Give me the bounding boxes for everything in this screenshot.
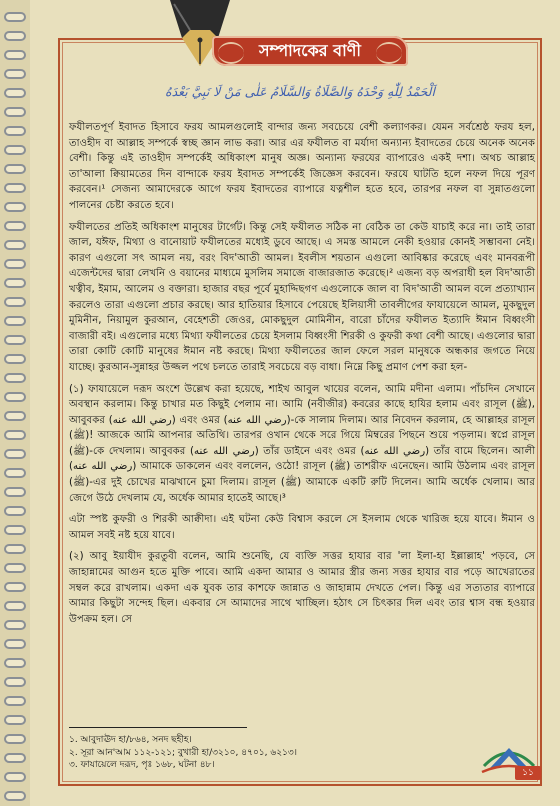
spiral-ring bbox=[4, 791, 26, 801]
spiral-ring bbox=[4, 183, 26, 193]
spiral-ring bbox=[4, 221, 26, 231]
spiral-ring bbox=[4, 772, 26, 782]
paragraph-1: ফযীলতপূর্ণ ইবাদত হিসাবে ফরয আমলগুলোই বান্দার জন্য সবচেয়ে বেশী কল্যাণকর। যেমন সর্বশ্রেষ্ঠ ফরয হল, তাওহীদ বা আল্লাহ সম্পর্কে স্বচ্ছ জ্ঞান লাভ করা। আর এর ফযীলত বা মর্যাদা অন্যান্য ইবাদতের চেয়ে অনেক অনেক বেশী। কিন্তু এই তাওহীদ সম্পর্কেই অধিকাংশ মানুষ অজ্ঞ। অন্যান্য ফরযের ব্যাপারেও একই দশা। অথচ আল্লাহ তা'আলা ক্বিয়ামতের দিন বান্দাকে ফরয ইবাদত সম্পর্কেই জিজ্ঞেস করবেন। ফরযে ঘাটতি হলে নফল দিয়ে পূরণ করবেন।¹ সেজন্য আমাদেরকে আগে ফরয ইবাদতের ব্যাপারে যত্নশীল হতে হবে, তারপর নফল বা সুন্নাতগুলো পালনের চেষ্টা করতে হবে। bbox=[69, 122, 535, 211]
spiral-ring bbox=[4, 468, 26, 478]
spiral-ring bbox=[4, 487, 26, 497]
spiral-ring bbox=[4, 525, 26, 535]
spiral-ring bbox=[4, 677, 26, 687]
spiral-ring bbox=[4, 126, 26, 136]
spiral-ring bbox=[4, 411, 26, 421]
spiral-ring bbox=[4, 107, 26, 117]
footnotes bbox=[69, 734, 369, 772]
footnote-3: ৩. ফাযায়েলে দরূদ, পৃঃ ১৬৮, ঘটনা ৪৮। bbox=[69, 760, 215, 770]
spiral-ring bbox=[4, 164, 26, 174]
spiral-ring bbox=[4, 12, 26, 22]
editorial-title-banner bbox=[212, 36, 408, 66]
paragraph-4: এটা স্পষ্ট কুফরী ও শিরকী আক্বীদা। এই ঘটনা কেউ বিশ্বাস করলে সে ইসলাম থেকে খারিজ হয়ে যাবে। ঈমান ও আমল সবই নষ্ট হয়ে যাবে। bbox=[69, 514, 535, 541]
spiral-ring bbox=[4, 639, 26, 649]
spiral-ring bbox=[4, 430, 26, 440]
page-number: ১১ bbox=[515, 766, 541, 780]
spiral-ring bbox=[4, 734, 26, 744]
arabic-opening-praise: اَلْحَمْدُ لِلّٰهِ وَحْدَهُ وَالصَّلَاةُ وَالسَّلَامُ عَلٰى مَنْ لَا نَبِيَّ بَعْدَهُ bbox=[165, 84, 435, 99]
spiral-ring bbox=[4, 31, 26, 41]
spiral-ring bbox=[4, 506, 26, 516]
spiral-ring bbox=[4, 658, 26, 668]
spiral-ring bbox=[4, 392, 26, 402]
footnote-1: ১. আবুদাঊদ হা/৮৬৪, সনদ ছহীহ। bbox=[69, 735, 192, 745]
spiral-ring bbox=[4, 240, 26, 250]
editorial-body bbox=[69, 120, 535, 633]
paragraph-5: (২) আবু ইয়াযীদ কুরতুবী বলেন, আমি শুনেছি, যে ব্যক্তি সত্তর হাযার বার 'লা ইলা-হা ইল্লাল্লাহ' পড়বে, সে জাহান্নামের আগুন হতে মুক্তি পাবে। আমি একদা আমার ও আমার স্ত্রীর জন্য সত্তর হাযার বার পড়ে আখেরাতের সম্বল করে রাখলাম। একদা এক যুবক তার কাশফে জান্নাত ও জাহান্নাম দেখতে পেল। কিন্তু এর সত্যতার ব্যাপারে আমার কিছুটা সন্দেহ ছিল। একবার সে আমাদের সাথে খাচ্ছিল। হঠাৎ সে চিৎকার দিল এবং তার শ্বাস বন্ধ হওয়ার উপক্রম হল। সে bbox=[69, 551, 535, 625]
spiral-ring bbox=[4, 202, 26, 212]
spiral-ring bbox=[4, 601, 26, 611]
spiral-ring bbox=[4, 715, 26, 725]
spiral-ring bbox=[4, 88, 26, 98]
spiral-ring bbox=[4, 563, 26, 573]
footnote-divider bbox=[69, 727, 247, 728]
paragraph-3: (১) ফাযায়েলে দরূদ অংশে উল্লেখ করা হয়েছে, শাইখ আবুল খায়ের বলেন, আমি মদীনা এলাম। পাঁচদিন সেখানে অবস্থান করলাম। কিন্তু চাখার মত কিছুই পেলাম না। আমি (নবীজীর) কবরের কাছে হাযির হলাম এবং রাসূল (ﷺ), আবুবকর (رضي الله عنه) এবং ওমর (رضي الله عنه)-কে সালাম দিলাম। আর নিবেদন করলাম, হে আল্লাহর রাসূল (ﷺ)! আজকে আমি আপনার অতিথি। তারপর ওখান থেকে সরে গিয়ে মিম্বরের পিছনে শুয়ে পড়লাম। স্বপ্নে রাসূল (ﷺ)-কে দেখলাম। আবুবকর (رضي الله عنه) তাঁর ডাইনে এবং ওমর (رضي الله عنه) তাঁর বামে ছিলেন। আলী (رضي الله عنه) আমাকে ডাকলেন এবং বললেন, ওঠো! রাসূল (ﷺ) তাশরীফ এনেছেন। আমি উঠলাম এবং রাসূল (ﷺ)-এর দুই চোখের মাঝখানে চুমা দিলাম। রাসূল (ﷺ) আমাকে একটি রুটি দিলেন। আমি অর্ধেক খেলাম। আর জেগে উঠে দেখলাম যে, অর্ধেক আমার হাতেই আছে।³ bbox=[69, 383, 536, 504]
spiral-ring bbox=[4, 297, 26, 307]
spiral-ring bbox=[4, 278, 26, 288]
footnote-2: ২. সূরা আন'আম ১১২-১২১; বুখারী হা/৩২১০, ৪৭০১, ৬২১৩। bbox=[69, 747, 297, 758]
spiral-ring bbox=[4, 696, 26, 706]
banner-flourish-left bbox=[218, 42, 244, 64]
spiral-ring bbox=[4, 316, 26, 326]
paragraph-2: ফযীলতের প্রতিই অধিকাংশ মানুষের টার্গেট। কিন্তু সেই ফযীলত সঠিক না বেঠিক তা কেউ যাচাই করে না। তাই তারা জাল, যঈফ, মিথ্যা ও বানোয়াট ফযীলতের মধ্যেই ডুবে আছে। এ সমস্ত আমলে নেকী হওয়ার কোনই সম্ভাবনা নেই। কারণ এগুলো সৎ আমল নয়, বরং বিদ'আতী আমল। ইবলীস শয়তান এগুলো আবিষ্কার করেছে এবং মানবরূপী এজেন্টদের দ্বারা লেখনি ও বয়ানের মাধ্যমে মুসলিম সমাজে বাজারজাত করেছে।² এজন্য বড় অপরাধী হল বিদ'আতী খত্বীব, ইমাম, আলেম ও বক্তারা। হাজার বছর পূর্বে মুহাদ্দিছগণ এগুলোকে জাল বা বিদ'আতী আমল বলে প্রত্যাখ্যান করলেও তারা এগুলো প্রচার করছে। আর হাতিয়ার হিসাবে পেয়েছে ইলিয়াসী তাবলীগের ফাযায়েলে আমল, মুকছুদুল মুমিনীন, নিয়ামুল কুরআন, বেহেশতী জেওর, মোকছুদুল মোমিনীন, বারো চাঁদের ফযীলত ইত্যাদি ঈমান বিধ্বংসী বাজারী বই। এগুলোর মধ্যে মিথ্যা ফযীলতের চেয়ে ইসলাম বিধ্বংসী শিরকী ও কুফরী কথা বেশী আছে। এগুলোর দ্বারা তারা কোটি কোটি মানুষের ঈমান নষ্ট করছে। মিথ্যা ফযীলতের জাল ফেলে সরল মানুষকে অন্ধকার জগতে নিয়ে যাচ্ছে। কুরআন-সুন্নাহর উজ্জল পথে চলতে তারাই সবচেয়ে বড় বাধা। নিম্নে কিছু প্রমাণ পেশ করা হল- bbox=[69, 221, 535, 373]
spiral-ring bbox=[4, 582, 26, 592]
page-title: সম্পাদকের বাণী bbox=[259, 41, 361, 60]
spiral-ring bbox=[4, 753, 26, 763]
notebook-spiral-binding bbox=[0, 0, 30, 806]
spiral-ring bbox=[4, 544, 26, 554]
spiral-ring bbox=[4, 259, 26, 269]
spiral-ring bbox=[4, 620, 26, 630]
spiral-ring bbox=[4, 145, 26, 155]
spiral-ring bbox=[4, 373, 26, 383]
banner-flourish-right bbox=[376, 42, 402, 64]
spiral-ring bbox=[4, 449, 26, 459]
spiral-ring bbox=[4, 335, 26, 345]
spiral-ring bbox=[4, 69, 26, 79]
spiral-ring bbox=[4, 50, 26, 60]
spiral-ring bbox=[4, 354, 26, 364]
